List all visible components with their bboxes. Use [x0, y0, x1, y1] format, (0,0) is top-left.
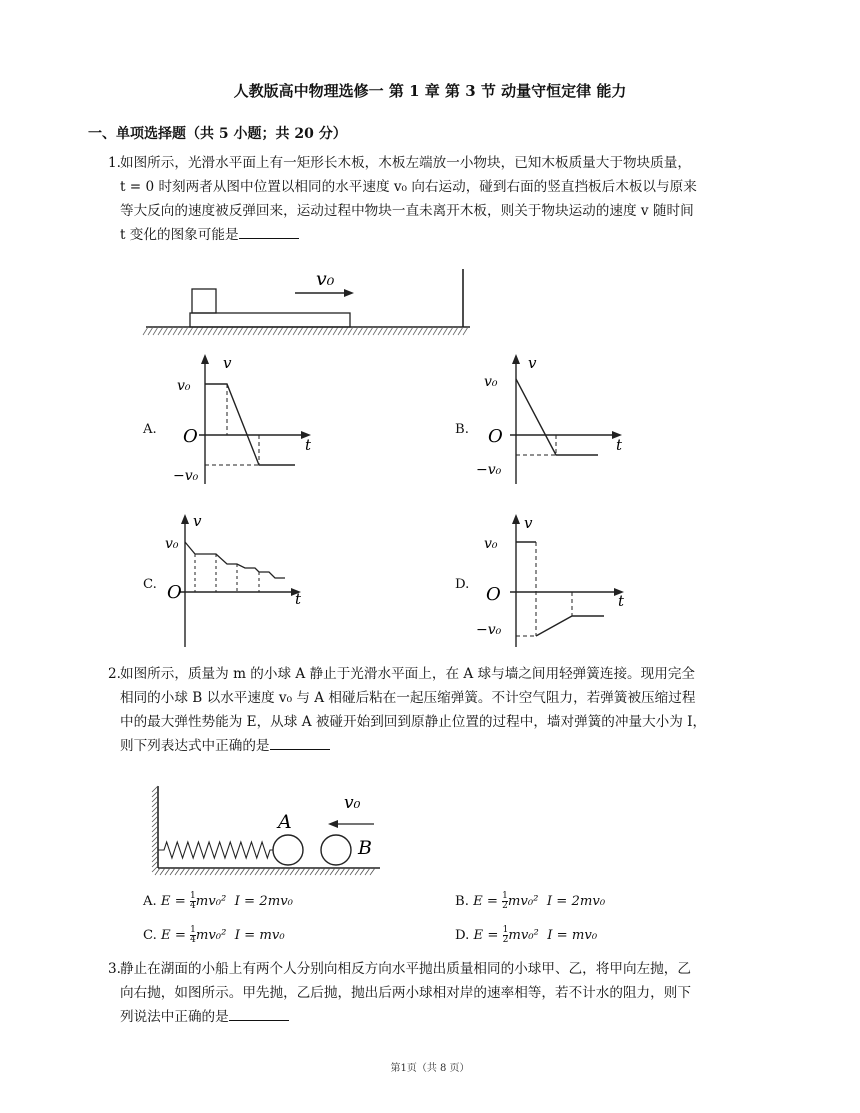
axis-label-v: v — [528, 354, 537, 372]
option-a[interactable]: A. E = $\frac{1}{4}$ mv₀² I = 2mv₀ — [143, 891, 293, 911]
question-3 — [108, 957, 765, 1029]
option-d[interactable]: D. E = $\frac{1}{2}$ mv₀² I = mv₀ — [455, 925, 598, 945]
origin-label: O — [183, 426, 198, 447]
option-a-label[interactable]: A. — [143, 422, 157, 437]
v0-tick: v₀ — [484, 374, 498, 390]
spring — [158, 842, 273, 858]
section-heading: 一、单项选择题（共 5 小题；共 20 分） — [88, 126, 347, 142]
answer-blank[interactable] — [229, 1006, 289, 1021]
axis-label-t: t — [616, 436, 623, 454]
question-1 — [108, 151, 765, 247]
graph-c — [165, 512, 320, 652]
axis-label-v: v — [193, 512, 202, 530]
page-title: 人教版高中物理选修一 第 1 章 第 3 节 动量守恒定律 能力 — [233, 82, 627, 100]
question-number: 3. — [108, 961, 121, 977]
question-2 — [108, 662, 765, 758]
axis-label-v: v — [524, 514, 533, 532]
question-line: 等大反向的速度被反弹回来，运动过程中物块一直未离开木板，则关于物块运动的速度 v 随时间 — [120, 203, 694, 219]
v0-label: v₀ — [344, 793, 361, 813]
question-number: 2. — [108, 666, 121, 682]
option-c[interactable]: C. E = $\frac{1}{4}$ mv₀² I = mv₀ — [143, 925, 285, 945]
axis-label-t: t — [305, 436, 312, 454]
label-a: A — [278, 811, 292, 833]
v0-tick: v₀ — [177, 378, 191, 394]
v0-tick: v₀ — [165, 536, 179, 552]
velocity-curve — [516, 379, 598, 455]
option-d-label[interactable]: D. — [455, 577, 470, 592]
neg-v0-tick: −v₀ — [476, 462, 502, 478]
graph-b — [476, 352, 631, 492]
board-block-figure — [140, 265, 480, 345]
velocity-curve — [205, 384, 295, 465]
v0-label: v₀ — [316, 268, 335, 290]
page-footer: 第1页（共 8 页） — [390, 1063, 470, 1074]
origin-label: O — [486, 584, 501, 605]
neg-v0-tick: −v₀ — [476, 622, 502, 638]
axis-label-t: t — [295, 590, 302, 608]
question-line: 则下列表达式中正确的是 — [120, 734, 765, 758]
question-line: 如图所示，质量为 m 的小球 A 静止于光滑水平面上，在 A 球与墙之间用轻弹簧连接。现用完全 — [120, 666, 696, 682]
question-line: t 变化的图象可能是 — [120, 223, 765, 247]
label-b: B — [358, 837, 372, 859]
option-c-label[interactable]: C. — [143, 577, 157, 592]
origin-label: O — [488, 426, 503, 447]
small-block — [192, 289, 216, 313]
axis-label-t: t — [618, 592, 625, 610]
answer-blank[interactable] — [270, 735, 330, 750]
question-line: 中的最大弹性势能为 E，从球 A 被碰开始到回到原静止位置的过程中，墙对弹簧的冲量大小为 I， — [120, 714, 707, 730]
ball-b — [321, 835, 351, 865]
axis-label-v: v — [223, 354, 232, 372]
ball-a — [273, 835, 303, 865]
question-line: 向右抛，如图所示。甲先抛，乙后抛，抛出后两小球相对岸的速率相等，若不计水的阻力，则下 — [120, 985, 691, 1001]
question-number: 1. — [108, 155, 121, 171]
origin-label: O — [167, 582, 182, 603]
neg-v0-tick: −v₀ — [173, 468, 199, 484]
answer-blank[interactable] — [239, 224, 299, 239]
velocity-curve — [185, 542, 285, 578]
question-line: 列说法中正确的是 — [120, 1005, 765, 1029]
question-line: t = 0 时刻两者从图中位置以相同的水平速度 v₀ 向右运动，碰到右面的竖直挡板后木板以与原来 — [120, 179, 697, 195]
v0-tick: v₀ — [484, 536, 498, 552]
graph-a — [165, 352, 320, 492]
spring-balls-figure — [148, 778, 388, 878]
question-line: 如图所示，光滑水平面上有一矩形长木板，木板左端放一小物块，已知木板质量大于物块质量， — [120, 155, 691, 171]
long-board — [190, 313, 350, 327]
graph-d — [476, 512, 636, 652]
question-line: 静止在湖面的小船上有两个人分别向相反方向水平抛出质量相同的小球甲、乙，将甲向左抛，乙 — [120, 961, 691, 977]
option-b-label[interactable]: B. — [455, 422, 469, 437]
question-line: 相同的小球 B 以水平速度 v₀ 与 A 相碰后粘在一起压缩弹簧。不计空气阻力，若弹簧被压缩过程 — [120, 690, 696, 706]
option-b[interactable]: B. E = $\frac{1}{2}$ mv₀² I = 2mv₀ — [455, 891, 606, 911]
